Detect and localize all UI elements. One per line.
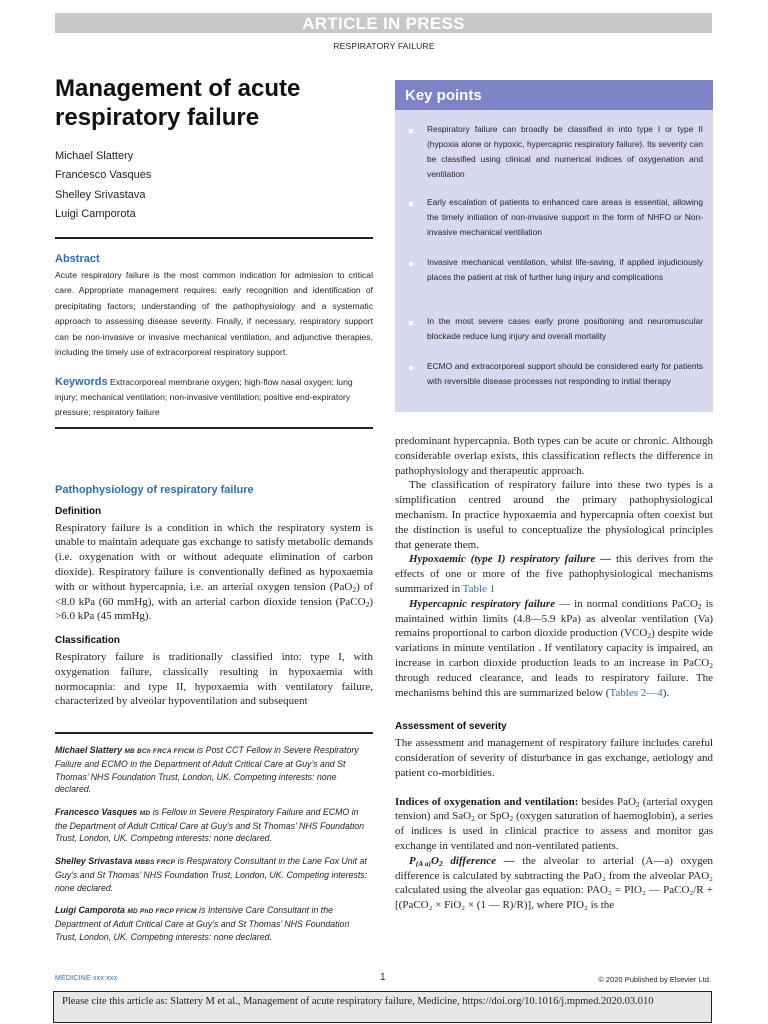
copyright: © 2020 Published by Elsevier Ltd. (598, 975, 711, 984)
author-bio: Francesco Vasques MD is Fellow in Severe Respiratory Failure and ECMO in the Department of Adult Critical Care at Guy’s and St Thomas’ NHS Foundation Trust, London, UK. Competing interests: none declared. (55, 806, 365, 844)
key-point-item: Early escalation of patients to enhanced care areas is essential, allowing the timely initiation of non-invasive support in the form of NHFO or Non-invasive mechanical ventilation (427, 197, 703, 237)
article-title: Management of acute respiratory failure (55, 75, 301, 131)
author-name: Shelley Srivastava (55, 188, 146, 201)
running-section-header: RESPIRATORY FAILURE (333, 41, 435, 51)
key-point-item: Invasive mechanical ventilation, whilst life-saving, if applied injudiciously places the patient at risk of further lung injury and complications (427, 257, 703, 282)
table-link[interactable]: Tables 2—4 (609, 686, 663, 699)
bullet-icon (409, 366, 413, 370)
body-paragraph: $P_{(A a)}O_2$ difference — the alveolar to arterial (A—a) oxygen difference is calculated by subtracting the PaO₂ from the alveolar PAO₂ calculated using the alveolar gas equation: PAO₂ = PIO₂ — PaCO₂/R + [(PaCO₂ × FiO₂ × (1 — R)/R)], where PIO₂ is the (395, 854, 713, 912)
author-name: Luigi Camporota (55, 207, 136, 220)
divider (55, 427, 373, 429)
definition-paragraph: Respiratory failure is a condition in which the respiratory system is unable to maintain adequate gas exchange to satisfy metabolic demands (i.e. oxygenation with or without adequate elimination of carbon dioxide). Respiratory failure is conventionally defined as hypoxaemia with or without hypercapnia, i.e. an arterial oxygen tension (PaO$_2$) of <8.0 kPa (60 mmHg), with an arterial carbon dioxide tension (PaCO$_2$) >6.0 kPa (45 mmHg). (55, 521, 374, 623)
body-paragraph: Indices of oxygenation and ventilation: besides PaO$_2$ (arterial oxygen tension) and SaO$_2$ or SpO$_2$ (oxygen saturation of haemoglobin), a series of indices is used in clinical practice to assess and monitor gas exchange in ventilated and non-ventilated patients. (395, 795, 714, 852)
classification-heading: Classification (55, 635, 121, 647)
author-name: Michael Slattery (55, 150, 134, 162)
body-paragraph: The classification of respiratory failure into these two types is a simplification centred around the primary pathophysiological mechanism. In practice hypoxaemia and hypercapnia often coexist but the distinction is useful to conceptualize the physiological principles that generate them. (395, 479, 713, 551)
author-bio: Shelley Srivastava MBBS FRCP is Respiratory Consultant in the Lane Fox Unit at Guy’s and St Thomas’ NHS Foundation Trust, London, UK. Competing interests: none declared. (55, 855, 368, 893)
author-bio: Luigi Camporota MD PhD FRCP FFICM is Intensive Care Consultant in the Department of Adult Critical Care at Guy’s and St Thomas’ NHS Foundation Trust, London, UK. Competing interests: none declared. (55, 905, 350, 942)
assessment-heading: Assessment of severity (395, 721, 507, 733)
author-list (55, 150, 151, 227)
citation-text: Please cite this article as: Slattery M et al., Management of acute respiratory failure, Medicine, https://doi.org/10.1016/j.mpmed.2020.03.010 (62, 996, 654, 1007)
left-column (55, 483, 373, 709)
table-link[interactable]: Table 1 (462, 582, 496, 595)
author-name: Francesco Vasques (55, 169, 152, 182)
bullet-icon (409, 202, 413, 206)
key-point-item: In the most severe cases early prone positioning and neuromuscular blockade reduce lung injury and overall mortality (427, 316, 703, 341)
bullet-icon (409, 321, 413, 325)
section-heading: Pathophysiology of respiratory failure (55, 484, 254, 496)
body-paragraph: The assessment and management of respiratory failure includes careful consideration of severity of disturbance in gas exchange, aetiology and patient co-morbidities. (395, 737, 713, 779)
key-points-heading: Key points (395, 80, 713, 110)
keywords-heading: Keywords (55, 376, 108, 388)
body-paragraph: Hypoxaemic (type I) respiratory failure — this derives from the effects of one or more of the five pathophysiological mechanisms summarized in Table 1 (395, 553, 713, 595)
author-bio: Michael Slattery MB BCh FRCA FFICM is Post CCT Fellow in Severe Respiratory Failure and ECMO in the Department of Adult Critical Care at Guy’s and St Thomas’ NHS Foundation Trust, London, UK. Competing interests: none declared. (55, 745, 359, 795)
classification-paragraph: Respiratory failure is traditionally classified into: type I, with oxygenation failure, classically resulting in hypoxaemia with normocapnia: and type II, hypoxaemia with ventilatory failure, characterized by alveolar hypoventilation and subsequent (55, 650, 373, 708)
author-bios (55, 744, 373, 953)
key-point-item: Respiratory failure can broadly be classified in into type I or type II (hypoxia alone or hypoxic, hypercapnic respiratory failure). Its severity can be classified using clinical and numerical indices of oxygenation and ventilation (427, 124, 703, 179)
citation-box (53, 991, 712, 1023)
keywords-text: Extracorporeal membrane oxygen; high-flow nasal oxygen; lung injury; mechanical ventilation; non-invasive ventilation; positive end-expiratory pressure; respiratory failure (55, 377, 353, 417)
divider (55, 237, 373, 239)
bullet-icon (409, 129, 413, 133)
article-in-press-banner: ARTICLE IN PRESS (55, 13, 712, 33)
key-point-item: ECMO and extracorporeal support should be considered early for patients with reversible disease processes not responding to initial therapy (427, 361, 703, 386)
body-paragraph: predominant hypercapnia. Both types can be acute or chronic. Although considerable overlap exists, this classification reflects the difference in pathophysiology and therapeutic approach. (395, 435, 713, 477)
abstract-text: Acute respiratory failure is the most common indication for admission to critical care. Appropriate management requires: early recognition and identification of precipitating factors; understanding of the pathophysiology and a systematic approach to assessing disease severity. Finally, if necessary, respiratory support can be non-invasive or invasive mechanical ventilation, and adjunctive therapies, including the timely use of extracorporeal respiratory support. (55, 270, 373, 358)
journal-footer: MEDICINE xxx:xxx (55, 975, 118, 982)
keywords (55, 375, 373, 419)
divider (55, 732, 373, 734)
abstract-heading: Abstract (55, 253, 100, 265)
bullet-icon (409, 262, 413, 266)
page-number: 1 (380, 972, 386, 983)
right-column (395, 434, 713, 913)
definition-heading: Definition (55, 505, 102, 517)
body-paragraph: Hypercapnic respiratory failure — in normal conditions PaCO$_2$ is maintained within limits (4.8—5.9 kPa) as alveolar ventilation (Va) remains proportional to carbon dioxide production $(VCO_2)$ despite wide variations in minute ventilation . If ventilatory capacity is impaired, an increase in carbon dioxide production leads to an increase in PaCO$_2$ through reduced clearance, and leads to respiratory failure. The mechanisms behind this are summarized below (Tables 2—4). (395, 597, 713, 699)
